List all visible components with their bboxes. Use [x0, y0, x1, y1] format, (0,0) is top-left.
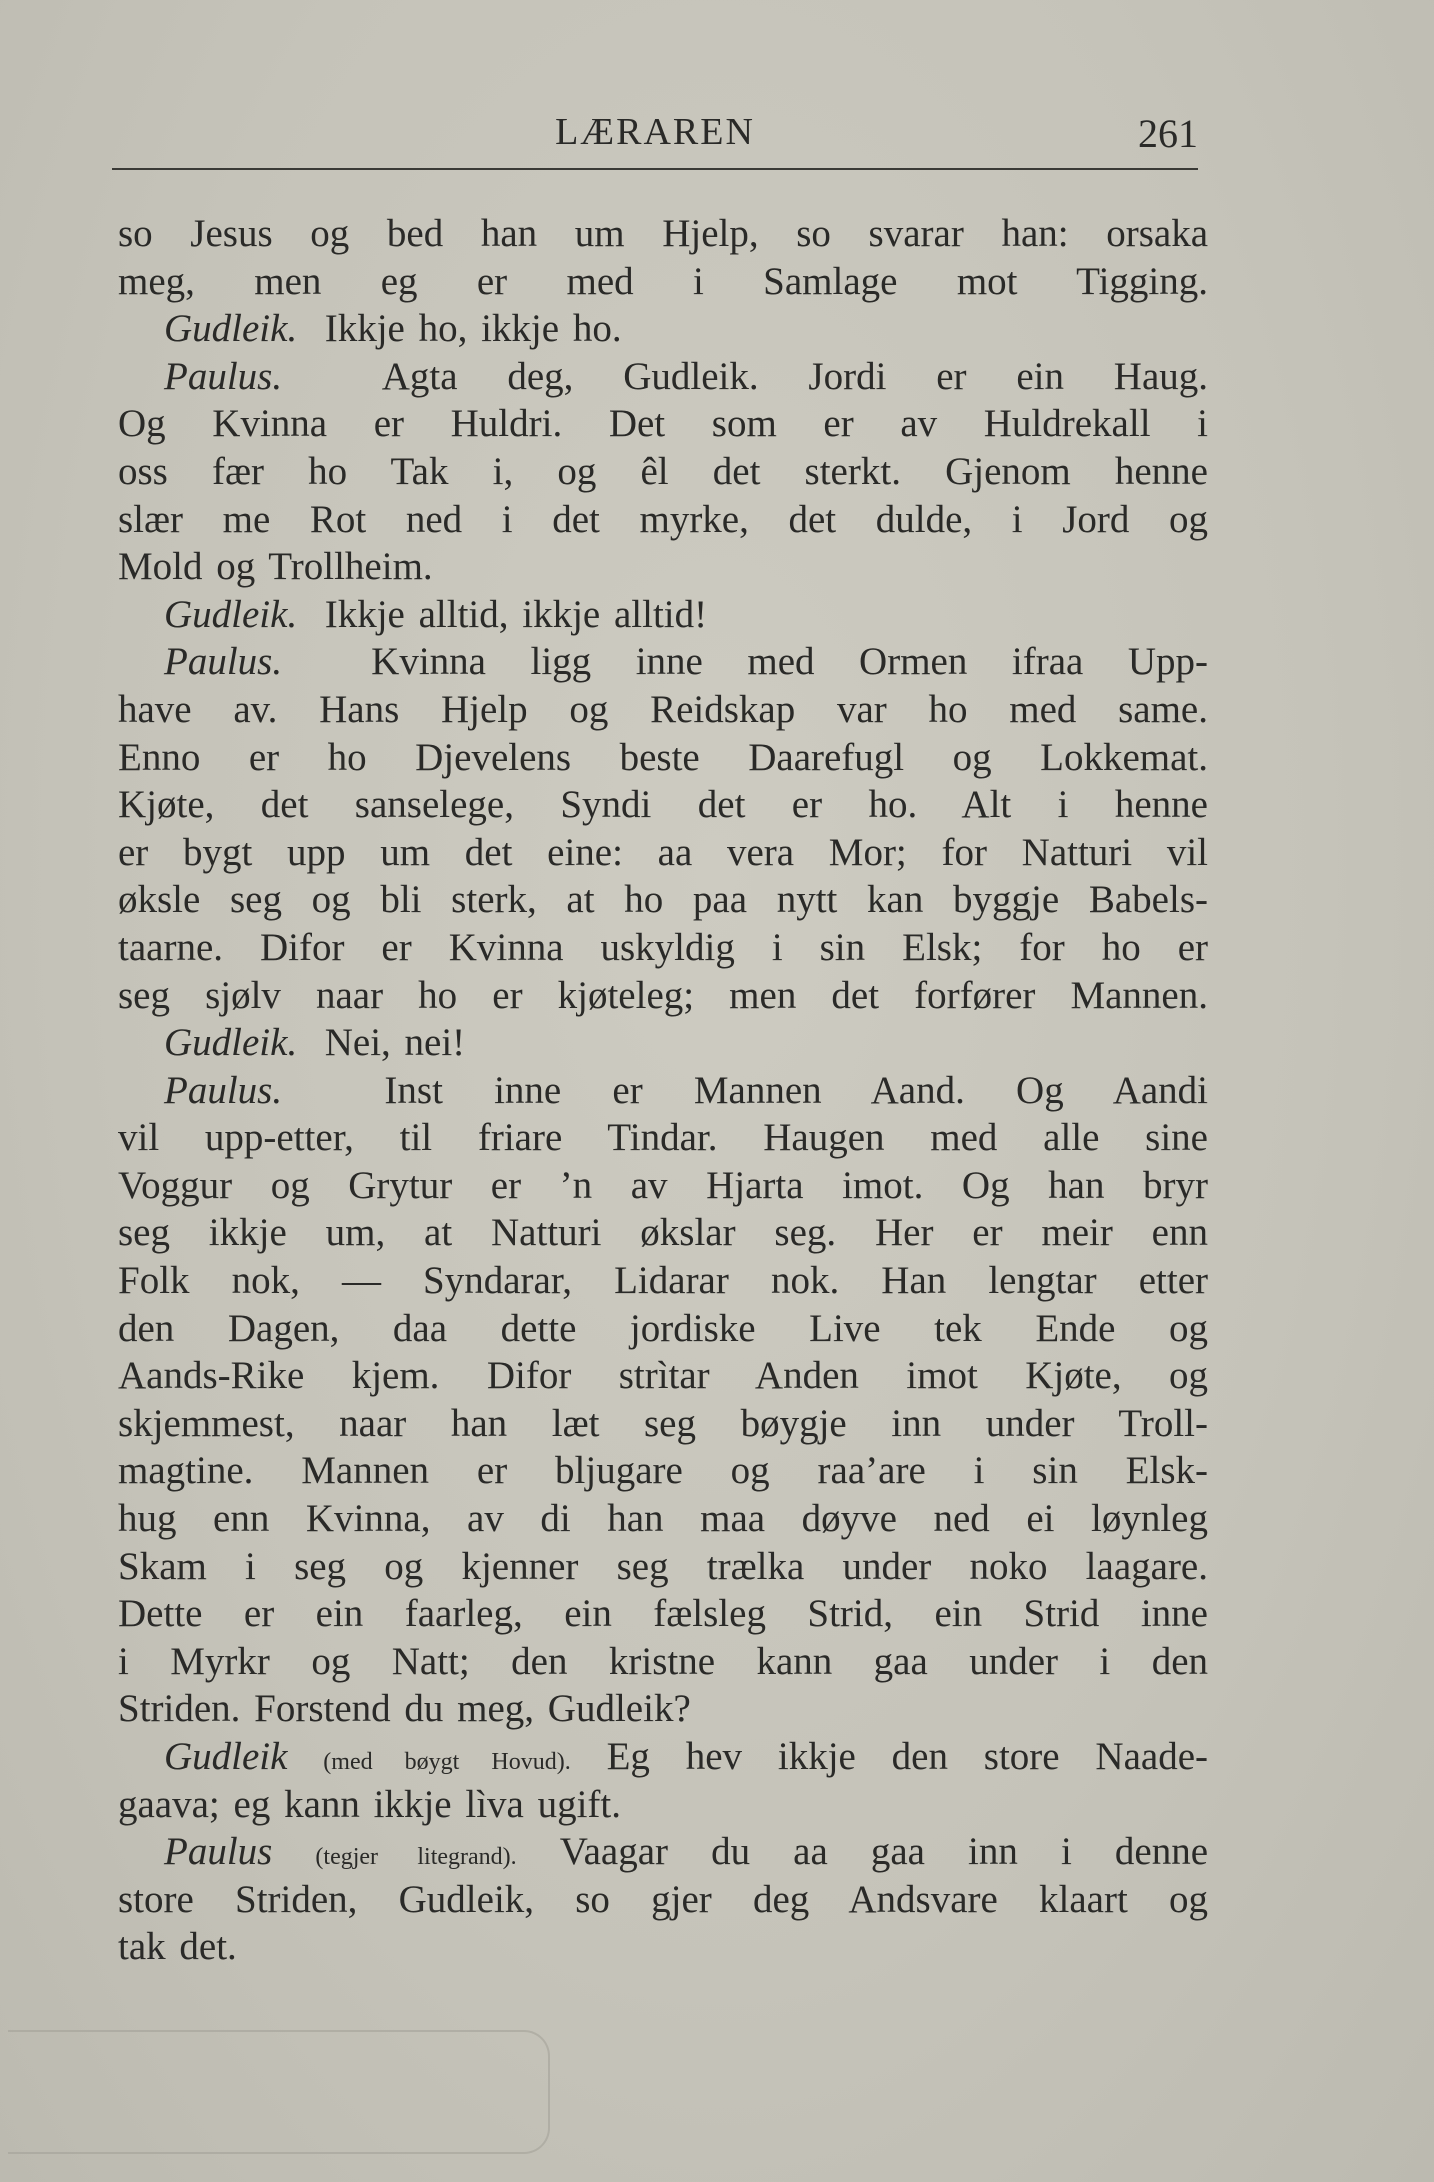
- dialogue-line: Paulus (tegjer litegrand). Vaagar du aa gaa inn i denne: [164, 1830, 1208, 1874]
- text-line: have av. Hans Hjelp og Reidskap var ho med same.: [118, 687, 1208, 731]
- running-title: LÆRAREN: [555, 111, 755, 153]
- speaker-name: Paulus: [164, 1830, 273, 1874]
- text-line: tak det.: [118, 1925, 237, 1969]
- speaker-name: Gudleik.: [164, 307, 298, 351]
- text-line: Dette er ein faarleg, ein fælsleg Strid, ein Strid inne: [118, 1592, 1208, 1636]
- paper-stain: [8, 2030, 550, 2154]
- stage-direction: (tegjer litegrand).: [315, 1844, 517, 1871]
- text-line: Aands-Rike kjem. Difor strìtar Anden imot Kjøte, og: [118, 1354, 1208, 1398]
- text-line: Skam i seg og kjenner seg trælka under noko laagare.: [118, 1544, 1208, 1588]
- text-line: Kjøte, det sanselege, Syndi det er ho. Alt i henne: [118, 783, 1208, 827]
- text-line: den Dagen, daa dette jordiske Live tek Ende og: [118, 1306, 1208, 1350]
- text-line: skjemmest, naar han læt seg bøygje inn under Troll-: [118, 1401, 1208, 1445]
- text-line: oss fær ho Tak i, og êl det sterkt. Gjenom henne: [118, 449, 1208, 493]
- dialogue-line: Gudleik. Ikkje alltid, ikkje alltid!: [164, 592, 708, 636]
- text-line: seg sjølv naar ho er kjøteleg; men det forfører Mannen.: [118, 973, 1208, 1017]
- text-line: Folk nok, — Syndarar, Lidarar nok. Han lengtar etter: [118, 1259, 1208, 1303]
- dialogue-line: Paulus. Kvinna ligg inne med Ormen ifraa Upp-: [164, 640, 1208, 684]
- speaker-name: Paulus.: [164, 640, 283, 684]
- speaker-name: Gudleik.: [164, 1021, 298, 1065]
- text-line: vil upp-etter, til friare Tindar. Haugen med alle sine: [118, 1116, 1208, 1160]
- dialogue-line: Gudleik (med bøygt Hovud). Eg hev ikkje den store Naade-: [164, 1735, 1208, 1778]
- text-line: slær me Rot ned i det myrke, det dulde, i Jord og: [118, 497, 1208, 541]
- text-line: er bygt upp um det eine: aa vera Mor; for Natturi vil: [118, 830, 1208, 874]
- dialogue-line: Gudleik. Ikkje ho, ikkje ho.: [164, 307, 622, 351]
- text-line: store Striden, Gudleik, so gjer deg Andsvare klaart og: [118, 1877, 1208, 1921]
- stage-direction: (med bøygt Hovud).: [323, 1749, 571, 1775]
- speaker-name: Paulus.: [164, 354, 283, 398]
- text-line: meg, men eg er med i Samlage mot Tigging.: [118, 259, 1208, 303]
- dialogue-line: Gudleik. Nei, nei!: [164, 1021, 466, 1065]
- text-line: hug enn Kvinna, av di han maa døyve ned ei løynleg: [118, 1497, 1208, 1541]
- dialogue-line: Paulus. Inst inne er Mannen Aand. Og Aandi: [164, 1068, 1209, 1112]
- text-line: Enno er ho Djevelens beste Daarefugl og Lokkemat.: [118, 735, 1208, 779]
- text-line: i Myrkr og Natt; den kristne kann gaa under i den: [118, 1639, 1208, 1683]
- text-line: magtine. Mannen er bljugare og raa’are i sin Elsk-: [118, 1449, 1208, 1493]
- page-header: [112, 108, 1198, 170]
- text-line: Voggur og Grytur er ’n av Hjarta imot. Og han bryr: [118, 1163, 1208, 1207]
- text-line: økslе seg og bli sterk, at ho paa nytt kan byggje Babels-: [118, 878, 1208, 922]
- text-line: Striden. Forstend du meg, Gudleik?: [118, 1687, 691, 1731]
- text-line: gaava; eg kann ikkje lìva ugift.: [118, 1782, 622, 1826]
- speaker-name: Gudleik: [164, 1735, 288, 1778]
- text-line: so Jesus og bed han um Hjelp, so svarar han: orsaka: [118, 212, 1208, 255]
- dialogue-line: Paulus. Agta deg, Gudleik. Jordi er ein Haug.: [164, 354, 1209, 398]
- text-line: Mold og Trollheim.: [118, 545, 433, 589]
- text-line: Og Kvinna er Huldri. Det som er av Huldrekall i: [118, 402, 1208, 446]
- page-number: 261: [1138, 111, 1198, 156]
- speaker-name: Gudleik.: [164, 592, 298, 636]
- body-text: [118, 210, 1208, 1971]
- text-line: seg ikkje um, at Natturi økslar seg. Her er meir enn: [118, 1211, 1208, 1255]
- speaker-name: Paulus.: [164, 1068, 283, 1112]
- text-line: taarne. Difor er Kvinna uskyldig i sin Elsk; for ho er: [118, 925, 1208, 969]
